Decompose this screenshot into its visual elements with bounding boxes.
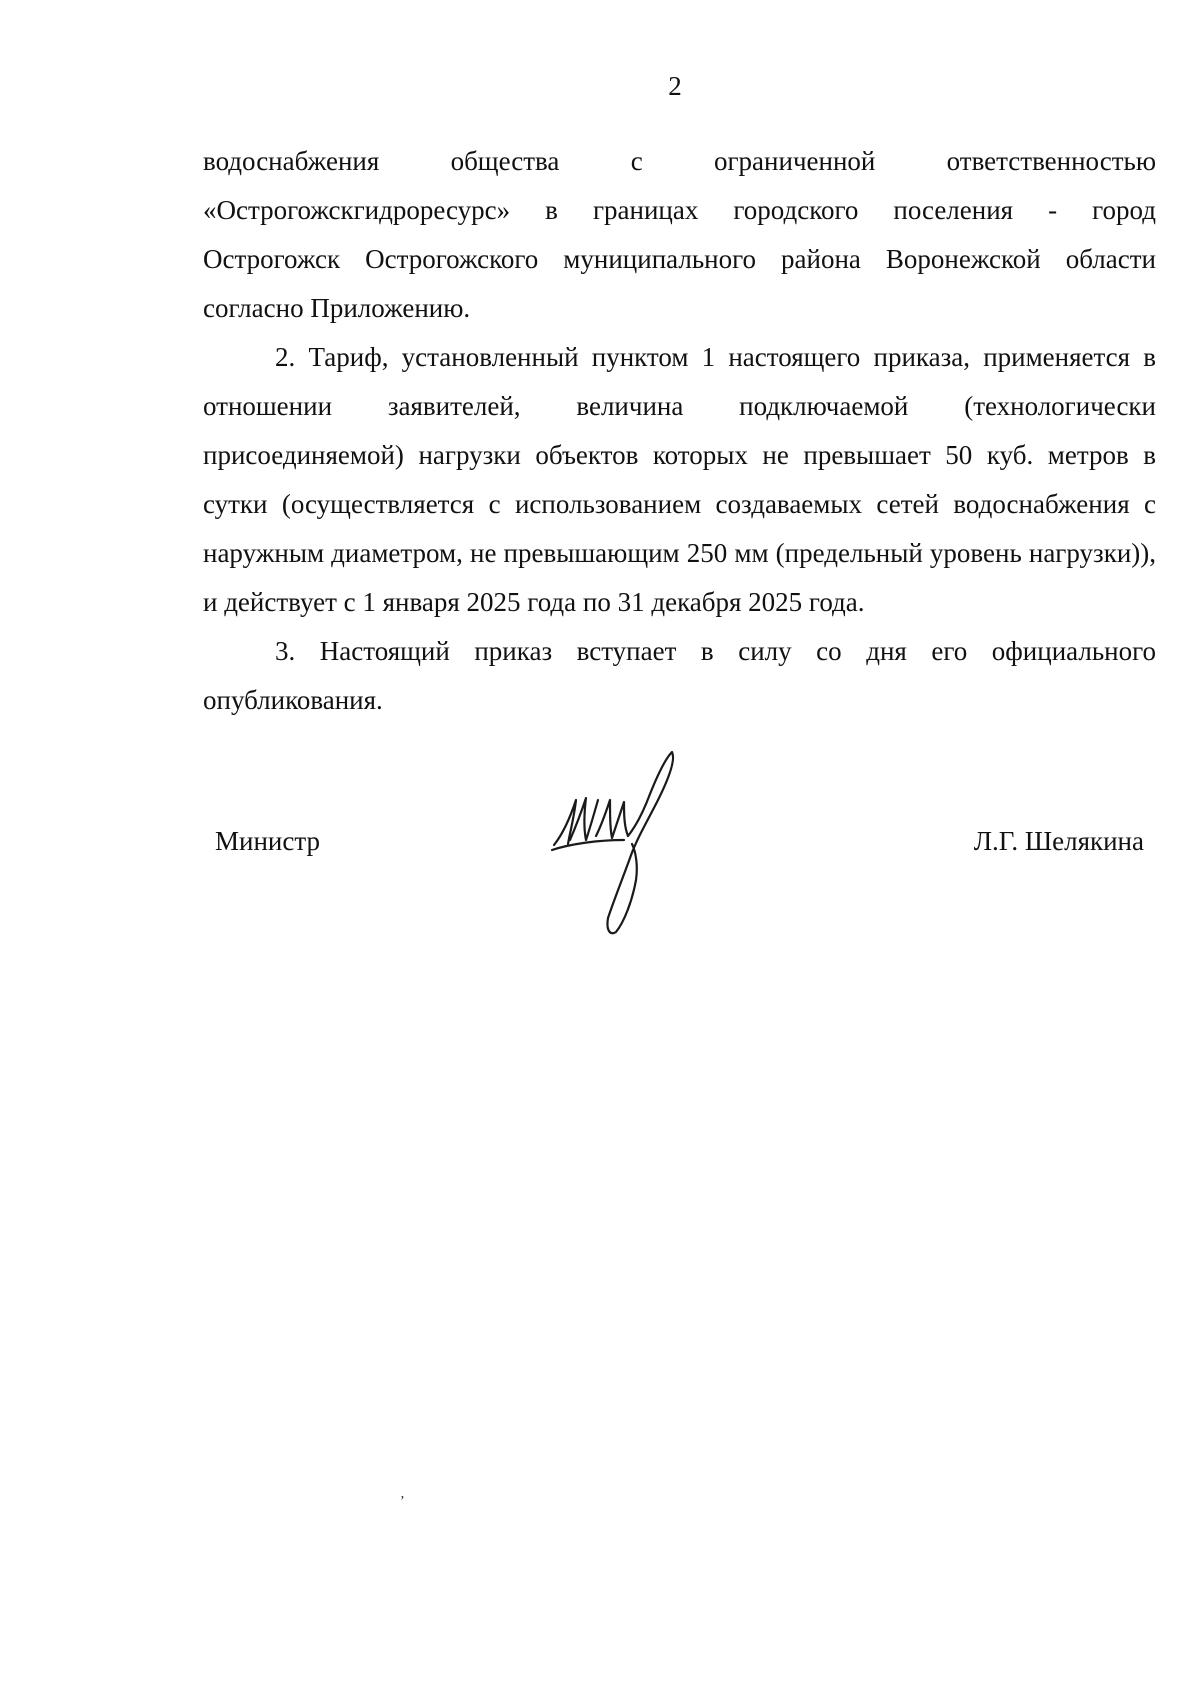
signatory-title: Министр bbox=[215, 826, 320, 856]
stray-mark: ʼ bbox=[400, 1494, 405, 1509]
paragraph-1-line-2: «Острогожскгидроресурс» в границах городского поселения - город bbox=[203, 195, 1156, 225]
paragraph-1-line-3: Острогожск Острогожского муниципального района Воронежской области bbox=[203, 244, 1156, 274]
paragraph-1-line-4: согласно Приложению. bbox=[203, 293, 471, 323]
signature-block bbox=[0, 740, 1200, 940]
paragraph-3: 3. Настоящий приказ вступает в силу со дня его официального опубликования. bbox=[203, 636, 1156, 715]
paragraph-1-line-1: водоснабжения общества с ограниченной ответственностью bbox=[203, 146, 1156, 176]
paragraph-1 bbox=[203, 137, 1156, 333]
paragraph-2: 2. Тариф, установленный пунктом 1 настоящего приказа, применяется в отношении заявителей, величина подключаемой (технологически присоединяемой) нагрузки объектов которых не превышает 50 куб. метров в сутки (осуществляется с использованием создаваемых сетей водоснабжения с наружным диаметром, не превышающим 250 мм (предельный уровень нагрузки)), и действует с 1 января 2025 года по 31 декабря 2025 года. bbox=[203, 342, 1156, 617]
signatory-name: Л.Г. Шелякина bbox=[973, 826, 1144, 856]
document-body bbox=[203, 137, 1156, 725]
page-number: 2 bbox=[668, 71, 682, 101]
handwritten-signature bbox=[540, 740, 720, 940]
